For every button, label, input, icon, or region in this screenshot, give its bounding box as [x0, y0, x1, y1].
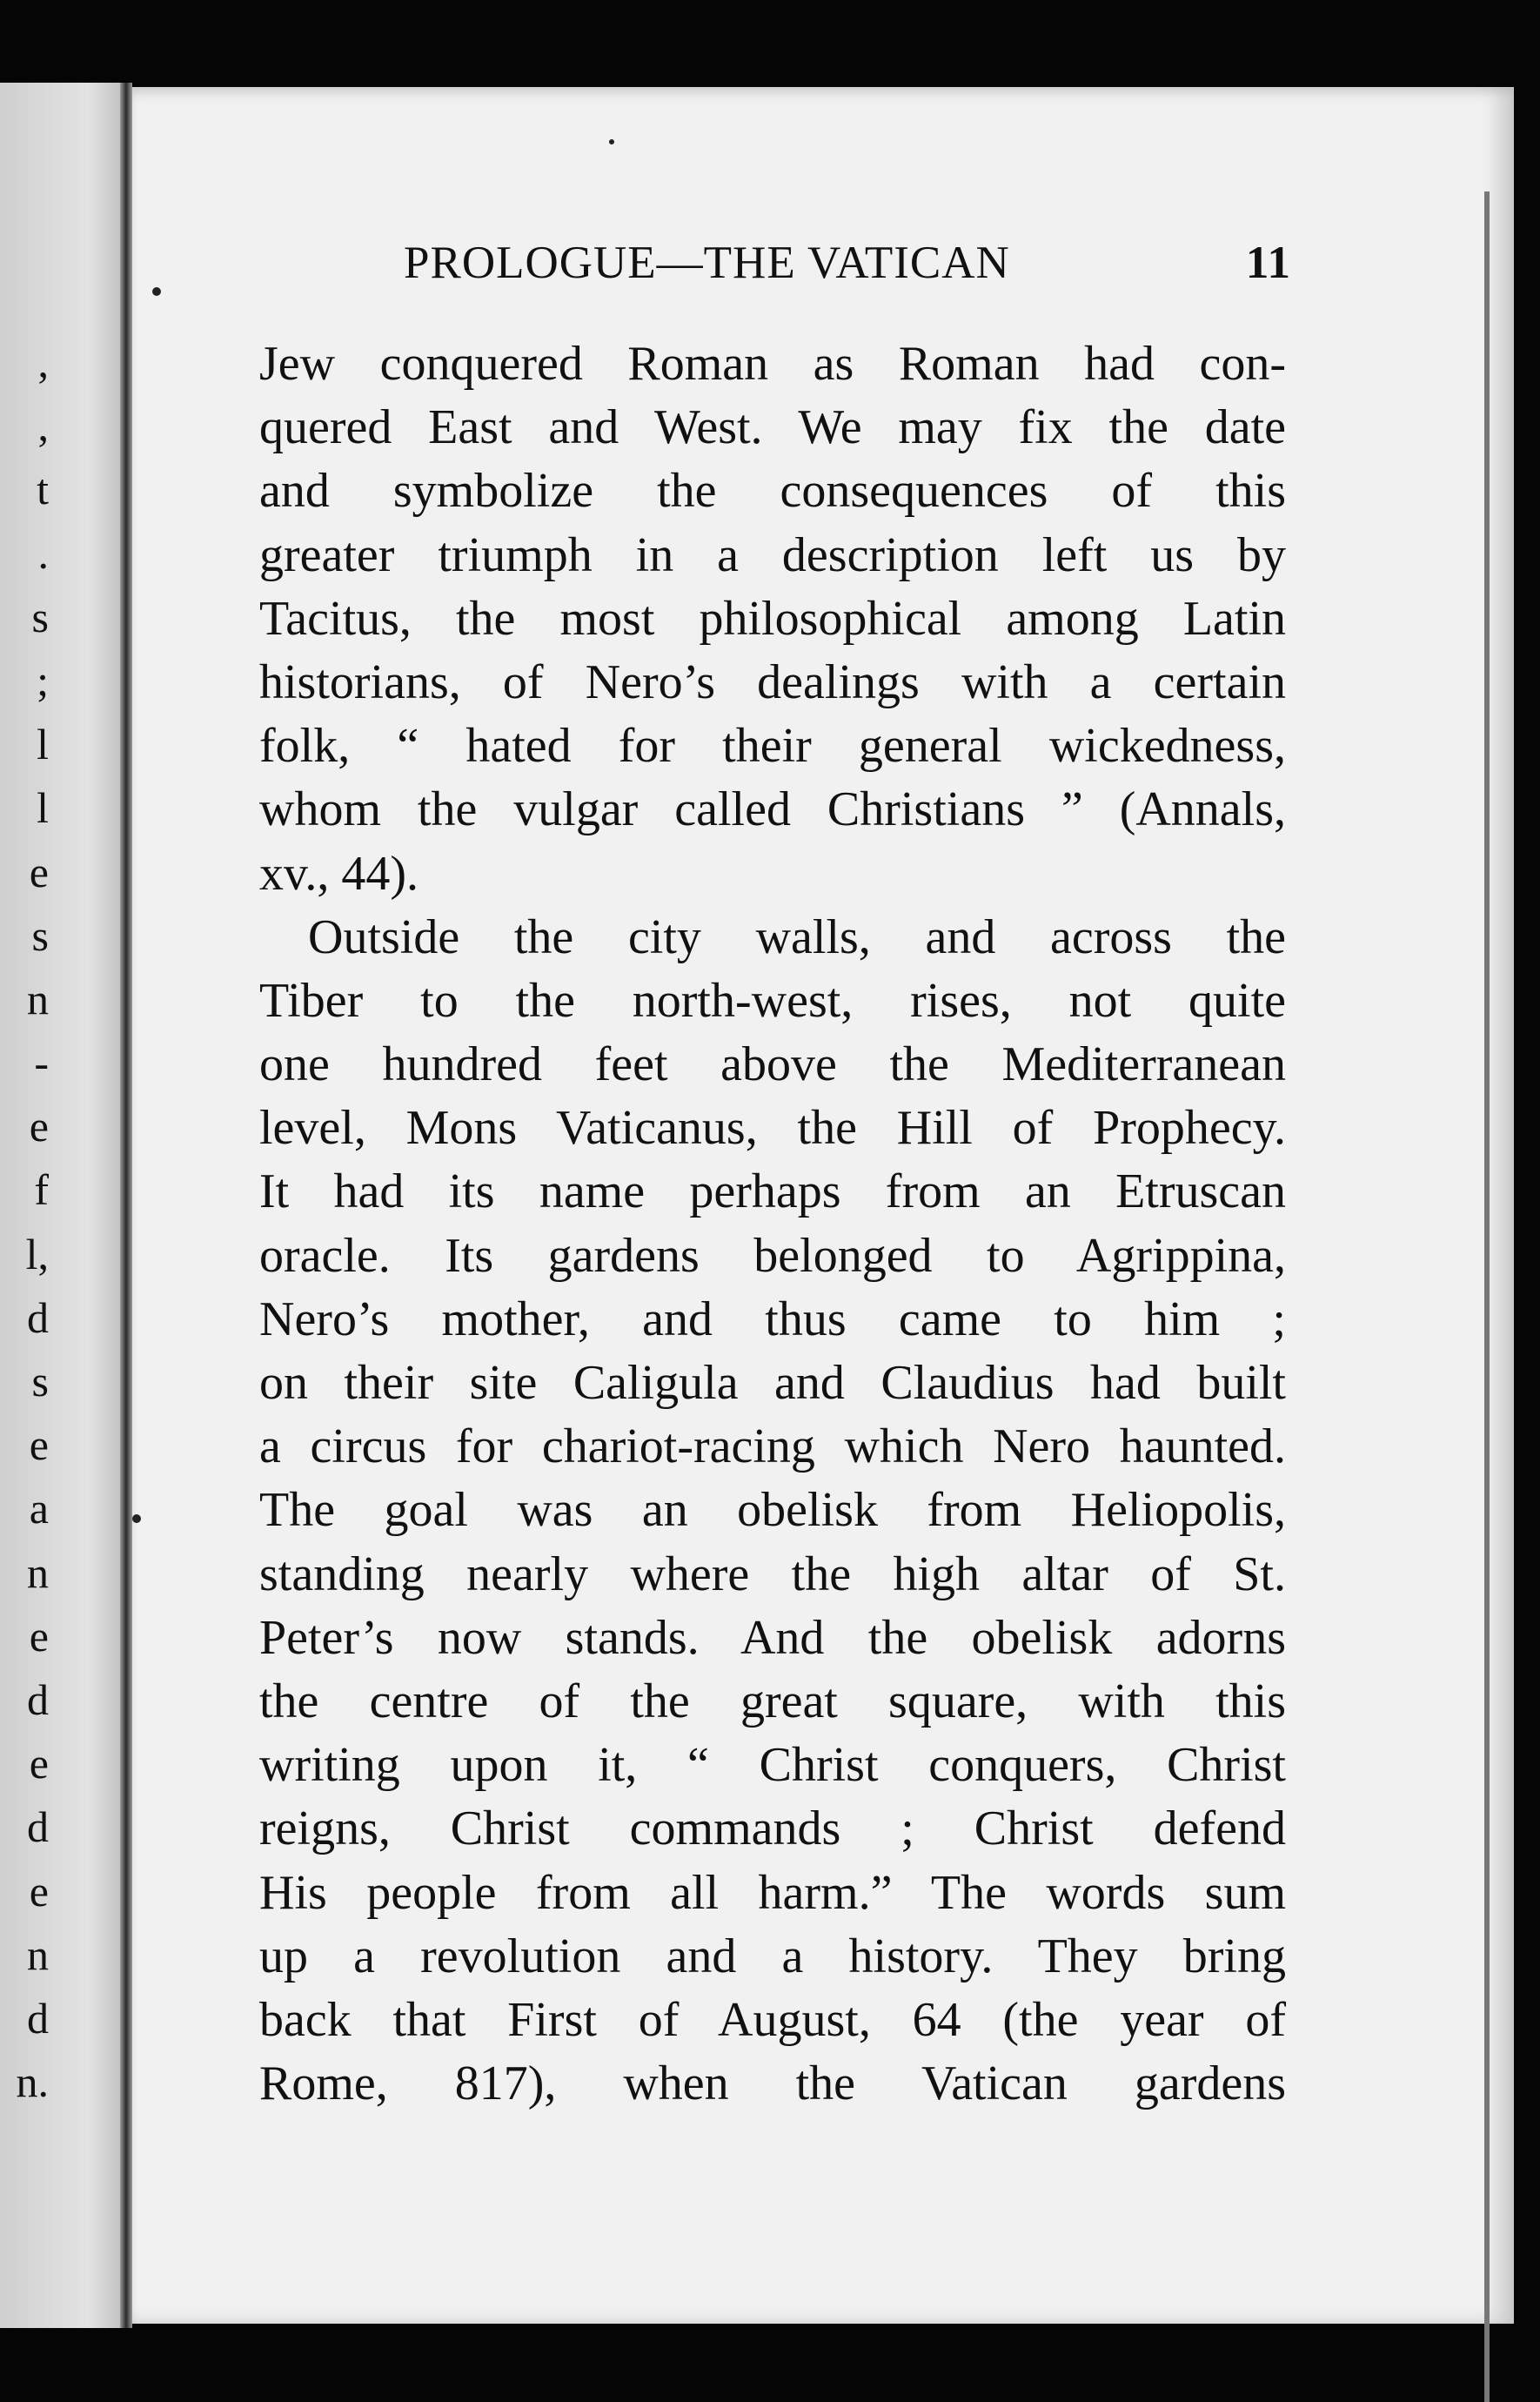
text-line: Nero’s mother, and thus came to him ; — [259, 1292, 1286, 1346]
facing-page-fragment: d — [27, 1292, 49, 1342]
facing-page-fragment: s — [31, 1357, 49, 1406]
facing-page-fragment: n — [27, 1929, 49, 1979]
facing-page-fragment: e — [29, 1611, 49, 1661]
facing-page-line-endings — [0, 331, 52, 2114]
facing-page-fragment: d — [27, 1674, 49, 1724]
facing-page-fragment: e — [29, 1866, 49, 1916]
text-line: Tacitus, the most philosophical among Latin — [259, 591, 1286, 646]
text-line: and symbolize the consequences of this — [259, 464, 1286, 519]
text-line: the centre of the great square, with this — [259, 1674, 1286, 1728]
text-line: xv., 44). — [259, 846, 419, 901]
page-edge — [1484, 191, 1490, 2402]
facing-page-fragment: e — [29, 1102, 49, 1151]
facing-page-fragment: l — [37, 783, 49, 833]
facing-page-fragment: e — [29, 1420, 49, 1470]
text-line: Outside the city walls, and across the — [308, 909, 1286, 964]
facing-page-fragment: ; — [37, 655, 49, 705]
text-line: writing upon it, “ Christ conquers, Christ — [259, 1738, 1286, 1793]
facing-page-fragment: s — [31, 910, 49, 960]
facing-page-fragment: - — [34, 1038, 49, 1088]
facing-page-fragment: e — [29, 847, 49, 896]
book-gutter — [120, 83, 132, 2328]
facing-page-fragment: n — [27, 974, 49, 1023]
running-title: PROLOGUE—THE VATICAN — [404, 238, 1010, 288]
facing-page-fragment: l, — [25, 1229, 49, 1278]
facing-page-fragment: d — [27, 1993, 49, 2043]
facing-page-fragment: s — [31, 592, 49, 641]
facing-page-fragment: n — [27, 1547, 49, 1597]
page-speck — [152, 287, 161, 296]
text-line: up a revolution and a history. They bring — [259, 1929, 1286, 1983]
text-line: greater triumph in a description left us by — [259, 527, 1286, 582]
page-speck — [609, 139, 614, 144]
facing-page-fragment: e — [29, 1739, 49, 1788]
facing-page-fragment: . — [37, 528, 49, 578]
facing-page-fragment: n. — [16, 2057, 49, 2107]
text-line: level, Mons Vaticanus, the Hill of Prophecy. — [259, 1101, 1286, 1156]
text-line: one hundred feet above the Mediterranean — [259, 1037, 1286, 1092]
text-line: folk, “ hated for their general wickedness, — [259, 719, 1286, 774]
facing-page-fragment: t — [37, 465, 49, 514]
text-line: Rome, 817), when the Vatican gardens — [259, 2056, 1286, 2111]
text-line: standing nearly where the high altar of St. — [259, 1547, 1286, 1601]
facing-page-fragment: l — [37, 720, 49, 769]
text-line: reigns, Christ commands ; Christ defend — [259, 1802, 1286, 1856]
text-line: Peter’s now stands. And the obelisk adorns — [259, 1610, 1286, 1665]
facing-page-fragment: a — [29, 1484, 49, 1533]
text-line: a circus for chariot-racing which Nero haunted. — [259, 1419, 1286, 1474]
facing-page-fragment: d — [27, 1802, 49, 1852]
text-line: It had its name perhaps from an Etruscan — [259, 1164, 1286, 1219]
text-line: on their site Caligula and Claudius had built — [259, 1356, 1286, 1410]
facing-page-fragment: , — [37, 401, 49, 451]
body-text — [259, 332, 1286, 2116]
running-head — [404, 237, 1291, 298]
facing-page-fragment: , — [37, 338, 49, 386]
page-number: 11 — [1245, 238, 1291, 288]
text-line: whom the vulgar called Christians ” (Annals, — [259, 782, 1286, 837]
page-speck — [132, 1514, 141, 1523]
text-line: quered East and West. We may fix the date — [259, 400, 1286, 455]
text-line: The goal was an obelisk from Heliopolis, — [259, 1483, 1286, 1538]
text-line: oracle. Its gardens belonged to Agrippina, — [259, 1228, 1286, 1283]
text-line: His people from all harm.” The words sum — [259, 1865, 1286, 1920]
text-line: Tiber to the north-west, rises, not quite — [259, 973, 1286, 1028]
text-line: historians, of Nero’s dealings with a certain — [259, 654, 1286, 709]
facing-page-fragment: f — [34, 1165, 49, 1215]
text-line: back that First of August, 64 (the year of — [259, 1992, 1286, 2047]
text-line: Jew conquered Roman as Roman had con- — [259, 337, 1286, 391]
